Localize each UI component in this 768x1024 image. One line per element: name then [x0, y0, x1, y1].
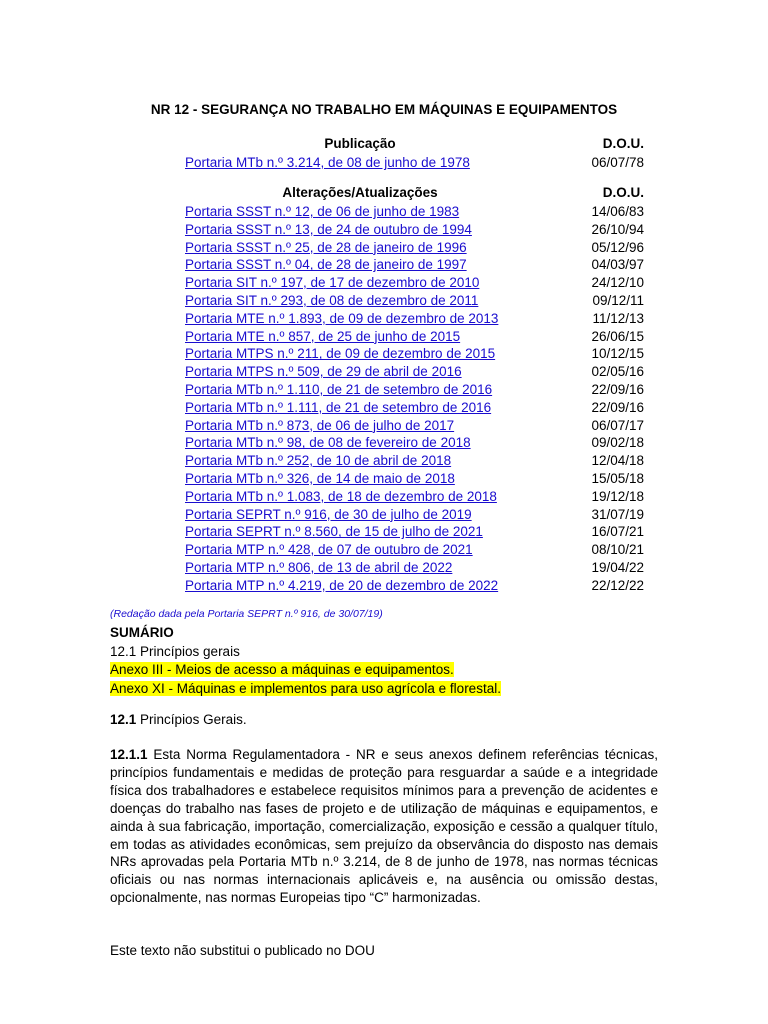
- amendment-dou-date: 19/04/22: [591, 559, 644, 575]
- section-heading: [110, 712, 247, 727]
- amendment-dou-date: 12/04/18: [591, 453, 644, 469]
- publication-header: [185, 136, 645, 154]
- amendment-row: [185, 381, 645, 399]
- amendment-dou-date: 14/06/83: [591, 204, 644, 219]
- amendment-link[interactable]: Portaria MTb n.º 1.110, de 21 de setembro de 2016: [185, 381, 493, 397]
- publication-label: Publicação: [324, 136, 396, 151]
- summary-list: [110, 643, 660, 699]
- amendment-row: [185, 399, 645, 417]
- amendment-link[interactable]: Portaria SIT n.º 293, de 08 de dezembro de 2011: [185, 292, 479, 308]
- amendment-dou-date: 06/07/17: [591, 417, 644, 433]
- amendment-dou-date: 26/06/15: [591, 328, 644, 344]
- amendment-link[interactable]: Portaria MTE n.º 1.893, de 09 de dezembro de 2013: [185, 310, 499, 326]
- amendment-row: [185, 541, 645, 559]
- publication-list: [185, 154, 645, 172]
- summary-item-text: Anexo III - Meios de acesso a máquinas e equipamentos.: [110, 662, 454, 677]
- amendment-link[interactable]: Portaria MTb n.º 98, de 08 de fevereiro de 2018: [185, 435, 471, 451]
- amendments-dou-label: D.O.U.: [602, 185, 644, 200]
- amendment-link[interactable]: Portaria MTP n.º 4.219, de 20 de dezembro de 2022: [185, 577, 499, 593]
- amendment-row: [185, 506, 645, 524]
- amendment-row: [185, 310, 645, 328]
- amendment-dou-date: 16/07/21: [591, 524, 644, 540]
- summary-item: [110, 680, 660, 699]
- amendment-link[interactable]: Portaria MTb n.º 1.083, de 18 de dezembro de 2018: [185, 488, 497, 504]
- amendment-row: [185, 470, 645, 488]
- summary-item-text: Anexo XI - Máquinas e implementos para uso agrícola e florestal.: [110, 680, 501, 696]
- publication-section: [185, 136, 645, 172]
- amendment-row: [185, 577, 645, 595]
- footer-disclaimer: Este texto não substitui o publicado no DOU: [110, 943, 375, 958]
- amendments-section: [185, 185, 645, 595]
- amendment-link[interactable]: Portaria MTP n.º 806, de 13 de abril de 2022: [185, 559, 453, 575]
- paragraph-number: 12.1.1: [110, 747, 148, 762]
- amendment-dou-date: 19/12/18: [591, 488, 644, 504]
- amendment-link[interactable]: Portaria SSST n.º 25, de 28 de janeiro de 1996: [185, 239, 467, 255]
- amendment-link[interactable]: Portaria MTP n.º 428, de 07 de outubro de 2021: [185, 542, 473, 558]
- amendment-row: [185, 345, 645, 363]
- amendment-dou-date: 09/02/18: [591, 435, 644, 451]
- amendment-row: [185, 292, 645, 310]
- amendment-row: [185, 328, 645, 346]
- amendment-dou-date: 04/03/97: [591, 257, 644, 273]
- amendment-link[interactable]: Portaria SSST n.º 12, de 06 de junho de 1983: [185, 204, 460, 219]
- amendment-row: [185, 203, 645, 221]
- amendment-link[interactable]: Portaria SIT n.º 197, de 17 de dezembro de 2010: [185, 275, 480, 291]
- amendment-link[interactable]: Portaria SSST n.º 04, de 28 de janeiro de 1997: [185, 257, 467, 273]
- amendment-row: [185, 434, 645, 452]
- section-title: Princípios Gerais.: [140, 712, 247, 727]
- amendment-link[interactable]: Portaria SEPRT n.º 8.560, de 15 de julho de 2021: [185, 524, 483, 540]
- amendment-row: [185, 488, 645, 506]
- amendment-row: [185, 452, 645, 470]
- amendment-row: [185, 274, 645, 292]
- publication-link[interactable]: Portaria MTb n.º 3.214, de 08 de junho de 1978: [185, 155, 470, 170]
- section-number: 12.1: [110, 712, 137, 727]
- amendment-link[interactable]: Portaria MTb n.º 873, de 06 de julho de 2017: [185, 417, 455, 433]
- amendments-header: [185, 185, 645, 203]
- amendment-row: [185, 559, 645, 577]
- amendment-dou-date: 02/05/16: [591, 364, 644, 380]
- summary-section: [110, 624, 660, 698]
- amendment-link[interactable]: Portaria MTb n.º 252, de 10 de abril de 2018: [185, 453, 452, 469]
- summary-item: [110, 643, 660, 662]
- amendment-dou-date: 22/09/16: [591, 381, 644, 397]
- amendment-row: [185, 417, 645, 435]
- amendment-dou-date: 26/10/94: [591, 221, 644, 237]
- amendment-link[interactable]: Portaria MTb n.º 1.111, de 21 de setembro de 2016: [185, 399, 492, 415]
- amendment-link[interactable]: Portaria MTb n.º 326, de 14 de maio de 2018: [185, 470, 455, 486]
- amendments-label: Alterações/Atualizações: [282, 185, 438, 200]
- publication-row: [185, 154, 645, 172]
- amendment-link[interactable]: Portaria SSST n.º 13, de 24 de outubro de 1994: [185, 221, 472, 237]
- amendment-link[interactable]: Portaria MTPS n.º 211, de 09 de dezembro de 2015: [185, 346, 496, 362]
- summary-item-text: 12.1 Princípios gerais: [110, 643, 240, 659]
- amendment-dou-date: 22/12/22: [591, 577, 644, 593]
- amendment-row: [185, 523, 645, 541]
- amendment-link[interactable]: Portaria SEPRT n.º 916, de 30 de julho de 2019: [185, 506, 472, 522]
- paragraph-12-1-1: [110, 746, 658, 907]
- amendments-list: [185, 203, 645, 595]
- summary-heading: SUMÁRIO: [110, 625, 174, 640]
- amendment-link[interactable]: Portaria MTPS n.º 509, de 29 de abril de 2016: [185, 364, 462, 380]
- amendment-note: (Redação dada pela Portaria SEPRT n.º 916, de 30/07/19): [110, 608, 383, 620]
- amendment-dou-date: 11/12/13: [592, 310, 644, 326]
- summary-item: [110, 661, 660, 680]
- amendment-dou-date: 22/09/16: [591, 399, 644, 415]
- amendment-row: [185, 363, 645, 381]
- amendment-link[interactable]: Portaria MTE n.º 857, de 25 de junho de 2015: [185, 328, 461, 344]
- amendment-dou-date: 09/12/11: [592, 292, 644, 308]
- amendment-dou-date: 24/12/10: [591, 275, 644, 291]
- paragraph-text: Esta Norma Regulamentadora - NR e seus anexos definem referências técnicas, princípios fundamentais e medidas de proteção para resguardar a saúde e a integridade física dos trabalhadores e estabelece requisitos mínimos para a prevenção de acidentes e doenças do trabalho nas fases de projeto e de utilização de máquinas e equipamentos, e ainda à sua fabricação, importação, comercialização, exposição e cessão a qualquer título, em todas as atividades econômicas, sem prejuízo da observância do disposto nas demais NRs aprovadas pela Portaria MTb n.º 3.214, de 8 de junho de 1978, nas normas técnicas oficiais ou nas normas internacionais aplicáveis e, na ausência ou omissão destas, opcionalmente, nas normas Europeias tipo “C” harmonizadas.: [110, 747, 658, 906]
- amendment-dou-date: 10/12/15: [591, 346, 644, 362]
- amendment-dou-date: 05/12/96: [591, 239, 644, 255]
- publication-dou-label: D.O.U.: [602, 136, 644, 151]
- amendment-row: [185, 256, 645, 274]
- publication-dou-date: 06/07/78: [591, 155, 644, 170]
- amendment-dou-date: 15/05/18: [591, 470, 644, 486]
- amendment-dou-date: 31/07/19: [591, 506, 644, 522]
- amendment-dou-date: 08/10/21: [591, 542, 644, 558]
- amendment-row: [185, 239, 645, 257]
- amendment-row: [185, 221, 645, 239]
- page-title: NR 12 - SEGURANÇA NO TRABALHO EM MÁQUINAS E EQUIPAMENTOS: [150, 102, 618, 117]
